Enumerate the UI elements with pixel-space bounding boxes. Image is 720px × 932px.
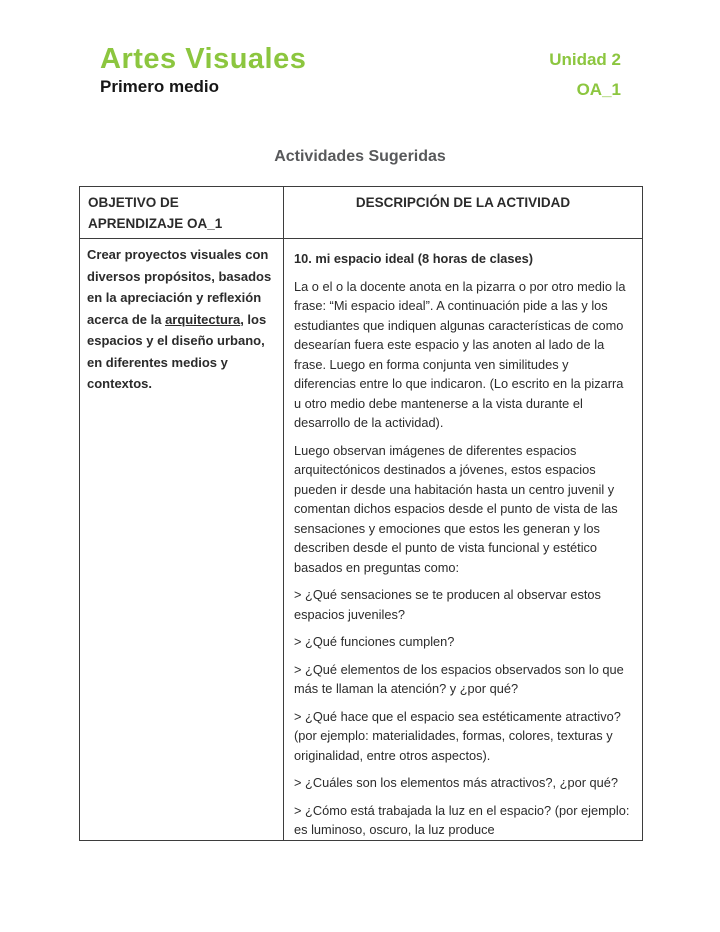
objective-text-underlined: arquitectura [165,311,241,327]
activity-paragraph: Luego observan imágenes de diferentes espacios arquitectónicos destinados a jóvenes, estos espacios pueden ir desde una habitación hasta un centro juvenil y comentan dichos espacios desde el punto de vista de las sensaciones y emociones que estos les generan y los describen desde el punto de vista funcional y estético basados en preguntas como: [294,442,618,575]
activity-paragraph: > ¿Qué funciones cumplen? [294,634,455,649]
activities-table [79,186,643,841]
activity-paragraph: > ¿Qué hace que el espacio sea estéticamente atractivo? (por ejemplo: materialidades, formas, colores, texturas y originalidad, entre otros aspectos). [294,708,621,763]
activity-paragraph: > ¿Qué sensaciones se te producen al observar estos espacios juveniles? [294,587,601,622]
activity-paragraph: La o el o la docente anota en la pizarra o por otro medio la frase: “Mi espacio ideal”. A continuación pide a las y los estudiantes que indiquen algunas características de como desearían fuera este espacio y las anoten al lado de la frase. Luego en forma conjunta ven similitudes y diferencias entre lo que indicaron. (Lo escrito en la pizarra u otro medio debe mantenerse a la vista durante el desarrollo de la actividad). [294,278,626,430]
subject-title: Artes Visuales [100,43,307,75]
oa-code-label: OA_1 [576,80,621,99]
activity-description-content [294,242,633,840]
objective-cell [80,239,284,841]
table-header-row [80,187,643,239]
objective-text-before: Crear proyectos visuales con diversos propósitos, basados en la apreciación y reflexión acerca de la [87,247,272,327]
document-header-left [100,42,306,97]
objective-column-header: OBJETIVO DE APRENDIZAJE OA_1 [80,187,284,239]
table-body-row [80,239,643,841]
grade-level: Primero medio [100,77,220,96]
unit-label: Unidad 2 [549,50,621,69]
activity-paragraph: > ¿Cuáles son los elementos más atractivos?, ¿por qué? [294,775,618,790]
activity-paragraph: > ¿Cómo está trabajada la luz en el espacio? (por ejemplo: es luminoso, oscuro, la luz produce [294,802,630,837]
description-column-header: DESCRIPCIÓN DE LA ACTIVIDAD [284,187,643,239]
activity-title: 10. mi espacio ideal (8 horas de clases) [294,251,533,266]
objective-text-after: , los espacios y el diseño urbano, en diferentes medios y contextos. [87,311,267,391]
document-header-right [549,50,621,100]
activity-description-cell [284,239,643,841]
page-title: Actividades Sugeridas [274,148,446,165]
activity-paragraph: > ¿Qué elementos de los espacios observados son lo que más te llaman la atención? y ¿por qué? [294,661,624,696]
